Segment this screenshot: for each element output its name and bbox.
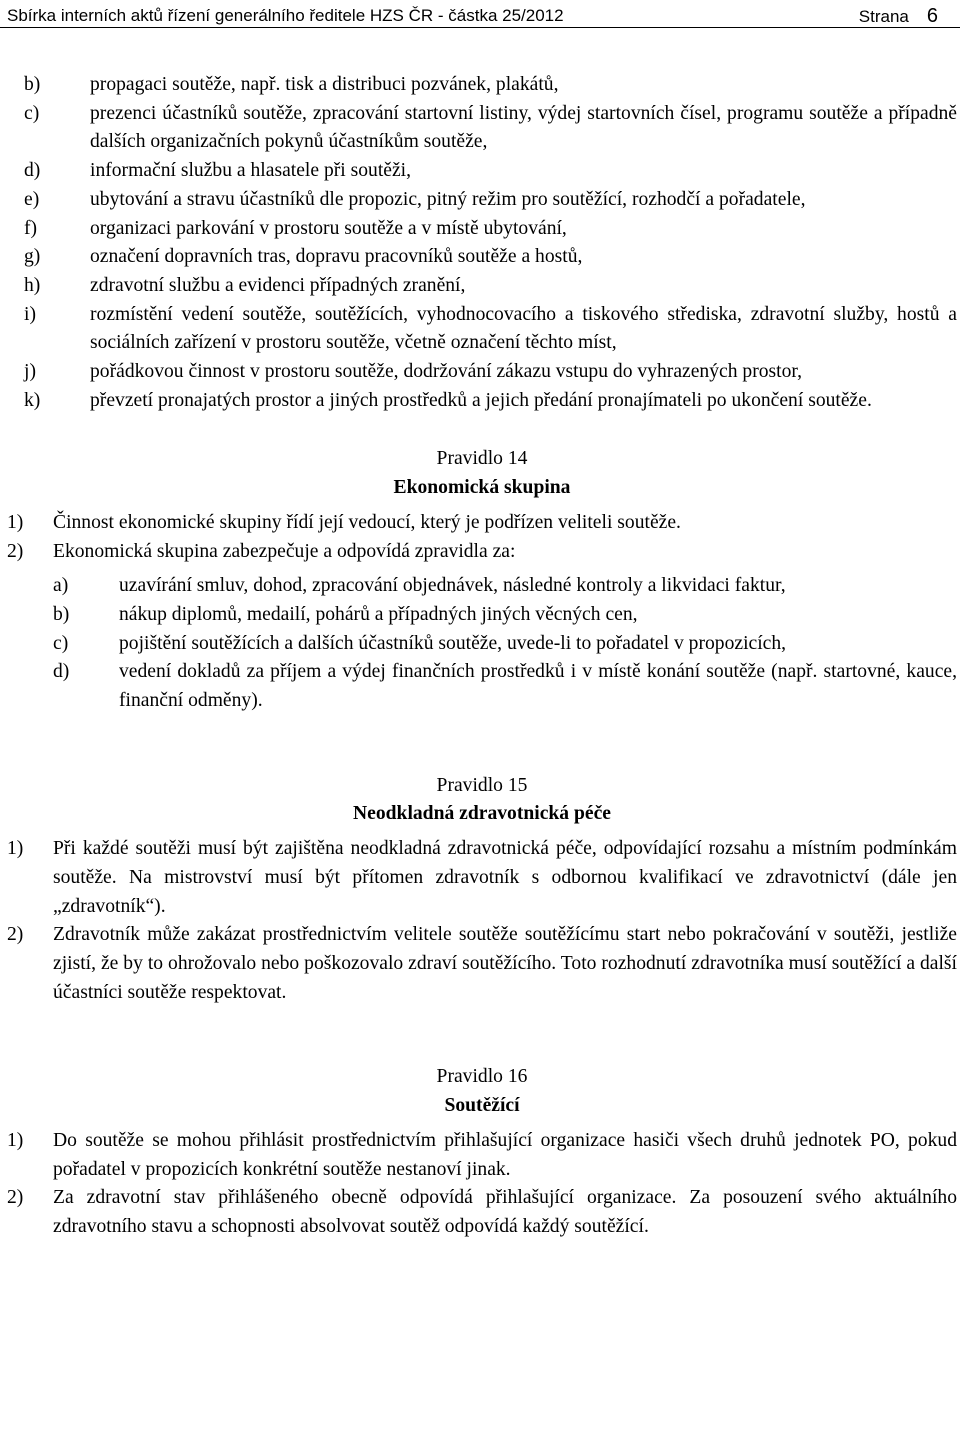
intro-list-item bbox=[24, 100, 957, 157]
list-marker: i) bbox=[24, 303, 36, 325]
rule-15-item bbox=[7, 921, 957, 1007]
intro-list-item bbox=[24, 272, 957, 301]
list-marker: j) bbox=[24, 361, 36, 383]
rule-14-title: Ekonomická skupina bbox=[393, 477, 571, 499]
list-item-text: převzetí pronajatých prostor a jiných prostředků a jejich předání pronajímateli po ukončení soutěže. bbox=[90, 389, 872, 411]
page-header bbox=[0, 0, 960, 28]
list-marker: d) bbox=[24, 160, 41, 182]
rule-14-number: Pravidlo 14 bbox=[436, 448, 528, 470]
list-item-text: zdravotní službu a evidenci případných zranění, bbox=[90, 274, 466, 296]
rule-16-heading bbox=[7, 1063, 957, 1120]
list-marker: 1) bbox=[7, 511, 24, 533]
list-marker: 2) bbox=[7, 1187, 24, 1209]
rule-15-title: Neodkladná zdravotnická péče bbox=[353, 803, 611, 825]
rule-16-section bbox=[7, 1063, 957, 1241]
rule-14-sub-item bbox=[53, 601, 957, 630]
list-marker: e) bbox=[24, 188, 40, 210]
rule-15-section bbox=[7, 772, 957, 1008]
rule-14-sub-list bbox=[53, 572, 957, 716]
rule-15-number: Pravidlo 15 bbox=[436, 774, 528, 796]
list-marker: b) bbox=[24, 74, 41, 95]
list-item-text: vedení dokladů za příjem a výdej finančních prostředků i v místě konání soutěže (např. startovné, kauce, finanční odměny). bbox=[119, 661, 957, 712]
rule-15-item bbox=[7, 835, 957, 921]
list-marker: 1) bbox=[7, 838, 24, 860]
rule-15-list bbox=[7, 835, 957, 1007]
rule-14-heading bbox=[7, 445, 957, 502]
list-item-text: uzavírání smluv, dohod, zpracování objednávek, následné kontroly a likvidaci faktur, bbox=[119, 575, 786, 597]
list-marker: d) bbox=[53, 661, 70, 683]
intro-list-item bbox=[24, 387, 957, 416]
list-item-text: Zdravotník může zakázat prostřednictvím velitele soutěže soutěžícímu start nebo pokračování v soutěži, jestliže zjistí, že by to ohrožovalo nebo poškozovalo zdraví soutěžícího. Toto rozhodnutí zdravotníka musí soutěžící a další účastníci soutěže respektovat. bbox=[53, 924, 957, 1003]
rule-16-item bbox=[7, 1184, 957, 1241]
rule-14-sub-item bbox=[53, 572, 957, 601]
list-item-text: propagaci soutěže, např. tisk a distribuci pozvánek, plakátů, bbox=[90, 74, 559, 95]
list-item-text: informační službu a hlasatele při soutěži, bbox=[90, 160, 412, 182]
list-marker: 1) bbox=[7, 1129, 24, 1151]
list-item-text: ubytování a stravu účastníků dle propozic, pitný režim pro soutěžící, rozhodčí a pořadatele, bbox=[90, 188, 806, 210]
list-marker: k) bbox=[24, 389, 41, 411]
list-marker: h) bbox=[24, 274, 41, 296]
list-item-text: rozmístění vedení soutěže, soutěžících, vyhodnocovacího a tiskového střediska, zdravotní služby, hostů a sociálních zařízení v prostoru soutěže, včetně označení těchto míst, bbox=[90, 303, 957, 354]
rule-14-item bbox=[7, 538, 957, 567]
intro-list-item bbox=[24, 243, 957, 272]
intro-list-item bbox=[24, 301, 957, 358]
document-body bbox=[7, 71, 957, 1242]
header-title: Sbírka interních aktů řízení generálního ředitele HZS ČR - částka 25/2012 bbox=[7, 6, 564, 25]
list-marker: b) bbox=[53, 603, 70, 625]
page-label: Strana bbox=[858, 7, 909, 26]
rule-14-item bbox=[7, 509, 957, 538]
list-item-text: Do soutěže se mohou přihlásit prostřednictvím přihlašující organizace hasiči všech druhů jednotek PO, pokud pořadatel v propozicích konkrétní soutěže nestanoví jinak. bbox=[53, 1129, 957, 1180]
intro-list-item bbox=[24, 186, 957, 215]
intro-list-item bbox=[24, 215, 957, 244]
list-item-text: Za zdravotní stav přihlášeného obecně odpovídá přihlašující organizace. Za posouzení svého aktuálního zdravotního stavu a schopnosti absolvovat soutěž odpovídá každý soutěžící. bbox=[53, 1187, 957, 1237]
list-marker: c) bbox=[53, 632, 69, 654]
header-divider bbox=[0, 27, 960, 28]
intro-list bbox=[24, 71, 957, 415]
list-item-text: pořádkovou činnost v prostoru soutěže, dodržování zákazu vstupu do vyhrazených prostor, bbox=[90, 361, 803, 383]
list-marker: 2) bbox=[7, 924, 24, 946]
list-item-text: Činnost ekonomické skupiny řídí její vedoucí, který je podřízen veliteli soutěže. bbox=[53, 511, 681, 533]
rule-14-section bbox=[7, 445, 957, 715]
list-item-text: označení dopravních tras, dopravu pracovníků soutěže a hostů, bbox=[90, 246, 583, 268]
list-item-text: prezenci účastníků soutěže, zpracování startovní listiny, výdej startovních čísel, programu soutěže a případně dalších organizačních pokynů účastníkům soutěže, bbox=[90, 102, 957, 153]
intro-list-item bbox=[24, 71, 957, 100]
page-number: 6 bbox=[926, 5, 938, 27]
list-marker: 2) bbox=[7, 540, 24, 562]
rule-15-heading bbox=[7, 772, 957, 829]
rule-16-number: Pravidlo 16 bbox=[436, 1066, 528, 1088]
list-marker: c) bbox=[24, 102, 40, 124]
intro-list-item bbox=[24, 358, 957, 387]
list-item-text: Ekonomická skupina zabezpečuje a odpovídá zpravidla za: bbox=[53, 540, 516, 562]
rule-16-list bbox=[7, 1127, 957, 1242]
list-item-text: organizaci parkování v prostoru soutěže a v místě ubytování, bbox=[90, 217, 567, 239]
list-marker: a) bbox=[53, 575, 69, 597]
list-item-text: Při každé soutěži musí být zajištěna neodkladná zdravotnická péče, odpovídající rozsahu a místním podmínkám soutěže. Na mistrovství musí být přítomen zdravotník s odbornou kvalifikací ve zdravotnictví (dále jen „zdravotník“). bbox=[53, 838, 957, 917]
rule-14-sub-item bbox=[53, 658, 957, 715]
intro-list-item bbox=[24, 157, 957, 186]
rule-14-list bbox=[7, 509, 957, 566]
list-marker: g) bbox=[24, 246, 41, 268]
rule-16-title: Soutěžící bbox=[444, 1095, 520, 1117]
list-item-text: nákup diplomů, medailí, pohárů a případných jiných věcných cen, bbox=[119, 603, 638, 625]
list-item-text: pojištění soutěžících a dalších účastníků soutěže, uvede-li to pořadatel v propozicích, bbox=[119, 632, 787, 654]
rule-16-item bbox=[7, 1127, 957, 1184]
list-marker: f) bbox=[24, 217, 38, 239]
rule-14-sub-item bbox=[53, 630, 957, 659]
